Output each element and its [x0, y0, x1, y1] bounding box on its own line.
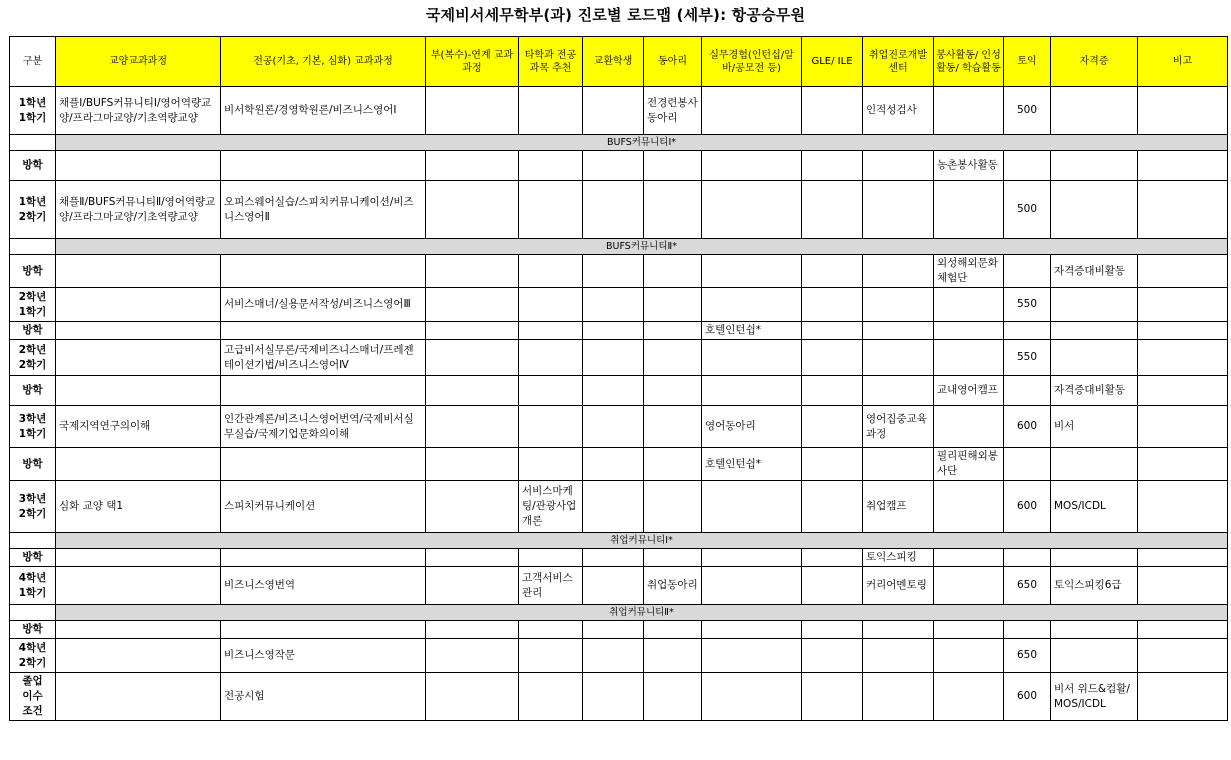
header-cell: 동아리	[644, 37, 702, 87]
community-band: 취업커뮤니티Ⅱ*	[56, 605, 1228, 621]
table-cell	[56, 340, 221, 376]
table-cell: 국제지역연구의이해	[56, 406, 221, 448]
table-cell	[583, 322, 644, 340]
table-cell	[702, 376, 802, 406]
row-label: 방학	[10, 549, 56, 567]
table-cell	[644, 255, 702, 288]
table-cell	[863, 255, 934, 288]
table-cell	[1138, 621, 1228, 639]
table-cell	[702, 340, 802, 376]
table-cell	[802, 406, 863, 448]
community-band: 취업커뮤니티Ⅰ*	[56, 533, 1228, 549]
table-cell	[519, 621, 583, 639]
row-label: 방학	[10, 621, 56, 639]
table-cell	[702, 639, 802, 673]
table-cell	[583, 181, 644, 239]
table-cell	[1051, 181, 1138, 239]
table-cell	[583, 87, 644, 135]
header-cell: 교양교과과정	[56, 37, 221, 87]
table-cell	[1051, 639, 1138, 673]
table-cell	[1051, 340, 1138, 376]
table-cell	[802, 549, 863, 567]
table-cell	[934, 181, 1004, 239]
table-cell	[702, 255, 802, 288]
table-cell	[934, 322, 1004, 340]
table-cell	[426, 151, 519, 181]
table-cell	[1051, 151, 1138, 181]
table-cell	[519, 448, 583, 481]
table-cell	[519, 340, 583, 376]
table-cell	[863, 151, 934, 181]
table-cell	[802, 181, 863, 239]
table-cell	[56, 639, 221, 673]
table-cell	[426, 288, 519, 322]
table-cell	[934, 406, 1004, 448]
table-cell	[519, 673, 583, 721]
table-cell	[863, 621, 934, 639]
table-cell: 비즈니스영작문	[221, 639, 426, 673]
table-cell	[863, 288, 934, 322]
community-band-row	[10, 533, 1228, 549]
table-row	[10, 181, 1228, 239]
table-cell	[1004, 621, 1051, 639]
table-cell: 고급비서실무론/국제비즈니스매너/프레젠테이션기법/비즈니스영어Ⅳ	[221, 340, 426, 376]
table-cell	[426, 567, 519, 605]
table-row	[10, 255, 1228, 288]
table-cell	[519, 639, 583, 673]
table-cell	[583, 673, 644, 721]
table-cell	[426, 376, 519, 406]
table-cell	[519, 181, 583, 239]
table-cell	[802, 673, 863, 721]
band-spacer	[10, 135, 56, 151]
table-cell	[934, 340, 1004, 376]
table-cell	[221, 448, 426, 481]
table-cell	[221, 151, 426, 181]
header-cell: 봉사활동/ 인성활동/ 학습활동	[934, 37, 1004, 87]
table-row	[10, 376, 1228, 406]
table-cell	[56, 322, 221, 340]
table-cell	[644, 448, 702, 481]
table-cell	[802, 340, 863, 376]
table-row	[10, 448, 1228, 481]
table-cell	[644, 288, 702, 322]
header-cell: 자격증	[1051, 37, 1138, 87]
header-cell: 취업진로개발 센터	[863, 37, 934, 87]
table-row	[10, 639, 1228, 673]
table-cell	[1004, 322, 1051, 340]
table-cell	[802, 567, 863, 605]
table-cell: 취업동아리	[644, 567, 702, 605]
table-cell	[1138, 322, 1228, 340]
table-cell: 서비스매너/실용문서작성/비즈니스영어Ⅲ	[221, 288, 426, 322]
table-cell	[1051, 621, 1138, 639]
table-row	[10, 406, 1228, 448]
table-cell: 취업캠프	[863, 481, 934, 533]
band-spacer	[10, 239, 56, 255]
table-cell	[56, 255, 221, 288]
row-label: 4학년 2학기	[10, 639, 56, 673]
table-cell	[934, 567, 1004, 605]
table-cell	[644, 322, 702, 340]
table-cell	[56, 151, 221, 181]
table-cell	[1051, 87, 1138, 135]
table-cell: MOS/ICDL	[1051, 481, 1138, 533]
table-cell	[426, 448, 519, 481]
community-band-row	[10, 605, 1228, 621]
row-label: 졸업 이수 조건	[10, 673, 56, 721]
table-cell: 오피스웨어실습/스피치커뮤니케이션/비즈니스영어Ⅱ	[221, 181, 426, 239]
table-cell	[863, 448, 934, 481]
table-cell	[1051, 322, 1138, 340]
community-band: BUFS커뮤니티Ⅱ*	[56, 239, 1228, 255]
table-cell	[1138, 549, 1228, 567]
table-cell	[702, 288, 802, 322]
table-cell	[644, 340, 702, 376]
table-cell	[1138, 406, 1228, 448]
table-cell: 심화 교양 택1	[56, 481, 221, 533]
header-cell: 토익	[1004, 37, 1051, 87]
table-cell	[56, 288, 221, 322]
table-cell	[426, 673, 519, 721]
table-cell	[702, 567, 802, 605]
table-cell	[1138, 151, 1228, 181]
table-cell	[1138, 181, 1228, 239]
table-row	[10, 322, 1228, 340]
table-cell	[644, 621, 702, 639]
table-row	[10, 567, 1228, 605]
table-cell: 자격증대비활동	[1051, 376, 1138, 406]
table-cell	[583, 448, 644, 481]
table-cell	[702, 621, 802, 639]
table-cell: 토익스피킹	[863, 549, 934, 567]
table-cell	[802, 87, 863, 135]
table-cell: 교내영어캠프	[934, 376, 1004, 406]
table-cell: 전경련봉사동아리	[644, 87, 702, 135]
table-cell	[644, 151, 702, 181]
table-cell	[221, 376, 426, 406]
table-cell	[644, 376, 702, 406]
table-cell	[221, 621, 426, 639]
row-label: 3학년 2학기	[10, 481, 56, 533]
table-cell	[934, 87, 1004, 135]
table-cell	[1138, 567, 1228, 605]
row-label: 방학	[10, 255, 56, 288]
table-row	[10, 549, 1228, 567]
table-cell: 스피치커뮤니케이션	[221, 481, 426, 533]
table-cell	[519, 255, 583, 288]
row-label: 1학년 1학기	[10, 87, 56, 135]
table-cell	[863, 376, 934, 406]
table-cell	[519, 376, 583, 406]
table-cell	[519, 87, 583, 135]
row-label: 방학	[10, 322, 56, 340]
table-cell	[863, 322, 934, 340]
table-cell	[934, 288, 1004, 322]
table-cell	[583, 549, 644, 567]
table-cell	[56, 567, 221, 605]
row-label: 2학년 1학기	[10, 288, 56, 322]
table-cell	[426, 621, 519, 639]
table-cell	[426, 406, 519, 448]
table-cell	[221, 549, 426, 567]
table-cell	[426, 181, 519, 239]
table-cell: 인간관계론/비즈니스영어번역/국제비서실무실습/국제기업문화의이해	[221, 406, 426, 448]
table-row	[10, 340, 1228, 376]
table-cell	[1004, 448, 1051, 481]
table-cell: 550	[1004, 340, 1051, 376]
table-cell: 650	[1004, 639, 1051, 673]
row-label: 2학년 2학기	[10, 340, 56, 376]
table-cell	[702, 481, 802, 533]
table-cell	[1138, 639, 1228, 673]
row-label: 3학년 1학기	[10, 406, 56, 448]
table-cell	[644, 181, 702, 239]
table-cell	[702, 87, 802, 135]
table-cell	[863, 340, 934, 376]
table-cell	[644, 673, 702, 721]
table-cell	[583, 621, 644, 639]
table-cell: 영어집중교육과정	[863, 406, 934, 448]
table-cell	[1004, 255, 1051, 288]
table-cell	[802, 151, 863, 181]
table-cell: 자격증대비활동	[1051, 255, 1138, 288]
roadmap-table	[9, 36, 1228, 721]
table-cell: 농촌봉사활동	[934, 151, 1004, 181]
page-title: 국제비서세무학부(과) 진로별 로드맵 (세부): 항공승무원	[425, 6, 806, 24]
table-cell: 영어동아리	[702, 406, 802, 448]
table-cell	[1004, 376, 1051, 406]
table-row	[10, 621, 1228, 639]
table-cell: 비서	[1051, 406, 1138, 448]
header-cell: GLE/ ILE	[802, 37, 863, 87]
table-cell: 600	[1004, 673, 1051, 721]
header-cell: 실무경험(인턴십/알바/공모전 등)	[702, 37, 802, 87]
table-cell	[583, 151, 644, 181]
table-cell	[863, 181, 934, 239]
table-cell: 500	[1004, 181, 1051, 239]
table-cell	[1051, 448, 1138, 481]
table-cell	[426, 481, 519, 533]
table-cell	[644, 639, 702, 673]
header-cell: 교환학생	[583, 37, 644, 87]
table-cell	[644, 549, 702, 567]
table-row	[10, 288, 1228, 322]
table-cell	[583, 639, 644, 673]
header-cell: 타학과 전공과목 추천	[519, 37, 583, 87]
table-cell	[1004, 151, 1051, 181]
table-cell	[1138, 481, 1228, 533]
table-cell	[702, 181, 802, 239]
table-cell: 500	[1004, 87, 1051, 135]
table-cell	[934, 639, 1004, 673]
table-cell	[426, 322, 519, 340]
table-cell: 600	[1004, 406, 1051, 448]
table-cell	[934, 621, 1004, 639]
table-row	[10, 151, 1228, 181]
table-cell	[802, 288, 863, 322]
row-label: 방학	[10, 448, 56, 481]
table-cell	[426, 639, 519, 673]
table-cell	[802, 376, 863, 406]
table-cell	[519, 151, 583, 181]
table-cell: 토익스피킹6급	[1051, 567, 1138, 605]
table-cell	[802, 322, 863, 340]
table-cell	[702, 673, 802, 721]
table-cell	[426, 87, 519, 135]
table-cell	[221, 255, 426, 288]
table-cell	[802, 481, 863, 533]
table-cell: 외성해외문화체험단	[934, 255, 1004, 288]
table-cell	[56, 621, 221, 639]
table-cell	[1138, 448, 1228, 481]
row-label: 방학	[10, 151, 56, 181]
table-cell: 호텔인턴쉽*	[702, 448, 802, 481]
table-row	[10, 481, 1228, 533]
table-cell	[426, 340, 519, 376]
table-cell: 고객서비스관리	[519, 567, 583, 605]
table-cell	[1004, 549, 1051, 567]
table-cell	[1138, 673, 1228, 721]
table-cell	[1138, 288, 1228, 322]
community-band-row	[10, 135, 1228, 151]
table-cell	[644, 406, 702, 448]
table-cell	[802, 255, 863, 288]
header-cell: 전공(기초, 기본, 심화) 교과과정	[221, 37, 426, 87]
table-cell	[583, 288, 644, 322]
table-cell	[1051, 288, 1138, 322]
header-cell: 비고	[1138, 37, 1228, 87]
row-label: 1학년 2학기	[10, 181, 56, 239]
table-cell	[863, 673, 934, 721]
table-cell: 비서학원론/경영학원론/비즈니스영어Ⅰ	[221, 87, 426, 135]
table-cell	[519, 549, 583, 567]
band-spacer	[10, 533, 56, 549]
table-cell	[583, 340, 644, 376]
table-cell	[583, 481, 644, 533]
header-cell: 부(복수)-연계 교과과정	[426, 37, 519, 87]
table-cell	[802, 621, 863, 639]
band-spacer	[10, 605, 56, 621]
table-cell	[1138, 87, 1228, 135]
table-cell	[934, 673, 1004, 721]
table-cell: 600	[1004, 481, 1051, 533]
table-cell: 채플Ⅱ/BUFS커뮤니티Ⅱ/영어역량교양/프라그마교양/기초역량교양	[56, 181, 221, 239]
table-cell	[519, 288, 583, 322]
table-cell	[583, 376, 644, 406]
table-cell: 채플Ⅰ/BUFS커뮤니티Ⅰ/영어역량교양/프라그마교양/기초역량교양	[56, 87, 221, 135]
table-cell: 전공시험	[221, 673, 426, 721]
table-cell: 650	[1004, 567, 1051, 605]
table-cell	[56, 549, 221, 567]
table-row	[10, 87, 1228, 135]
table-cell: 인적성검사	[863, 87, 934, 135]
table-cell: 비즈니스영번역	[221, 567, 426, 605]
table-cell: 필리핀해외봉사단	[934, 448, 1004, 481]
table-cell: 호텔인턴쉽*	[702, 322, 802, 340]
table-cell	[426, 549, 519, 567]
header-row	[10, 37, 1228, 87]
table-cell	[519, 322, 583, 340]
table-cell	[583, 406, 644, 448]
table-cell	[56, 448, 221, 481]
table-cell: 커리어멘토링	[863, 567, 934, 605]
row-label: 방학	[10, 376, 56, 406]
table-cell: 비서 위드&컴활/ MOS/ICDL	[1051, 673, 1138, 721]
table-cell	[583, 567, 644, 605]
table-cell: 서비스마케팅/관광사업개론	[519, 481, 583, 533]
table-cell	[702, 549, 802, 567]
table-cell	[934, 481, 1004, 533]
roadmap-body	[10, 87, 1228, 721]
table-cell	[934, 549, 1004, 567]
table-cell	[519, 406, 583, 448]
table-cell	[1051, 549, 1138, 567]
table-cell	[221, 322, 426, 340]
table-cell	[802, 639, 863, 673]
table-cell	[426, 255, 519, 288]
table-cell: 550	[1004, 288, 1051, 322]
table-cell	[802, 448, 863, 481]
table-cell	[56, 673, 221, 721]
table-cell	[644, 481, 702, 533]
table-cell	[1138, 376, 1228, 406]
table-cell	[1138, 255, 1228, 288]
table-cell	[702, 151, 802, 181]
table-cell	[863, 639, 934, 673]
community-band-row	[10, 239, 1228, 255]
row-label: 4학년 1학기	[10, 567, 56, 605]
table-cell	[56, 376, 221, 406]
table-row	[10, 673, 1228, 721]
header-cell: 구분	[10, 37, 56, 87]
community-band: BUFS커뮤니티Ⅰ*	[56, 135, 1228, 151]
table-cell	[1138, 340, 1228, 376]
table-cell	[583, 255, 644, 288]
